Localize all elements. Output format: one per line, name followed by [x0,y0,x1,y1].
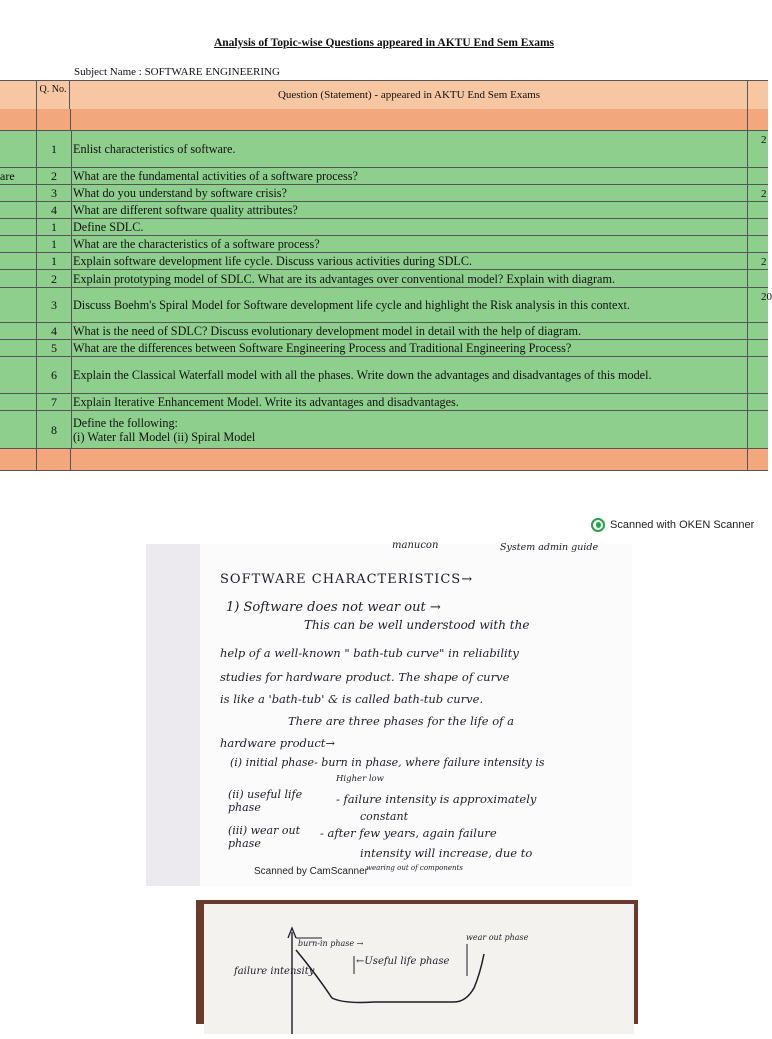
handwritten-notes-scan [146,540,632,886]
notes-page [200,540,632,886]
wear-out-label: wear out phase [466,933,529,942]
note-line: Higher low [336,774,384,784]
note-line: - after few years, again failure [320,826,497,840]
question-text: What are the differences between Software Engineering Process and Traditional Engineering Process? [73,341,572,355]
note-line: help of a well-known " bath-tub curve" in reliability [220,646,519,660]
question-number: 5 [36,340,72,356]
scanner-badge [591,518,754,532]
table-row [0,219,768,236]
table-row [0,323,768,340]
table-row [0,253,768,270]
bathtub-curve-photo [196,900,638,1024]
question-text: Enlist characteristics of software. [73,142,236,156]
question-text: What are the fundamental activities of a software process? [73,169,358,183]
year-cell: 20 [761,291,772,303]
scanner-badge-label: Scanned with OKEN Scanner [610,519,755,531]
question-text: Define the following: (i) Water fall Model (ii) Spiral Model [73,415,256,444]
table-row [0,340,768,357]
year-header [747,81,769,109]
document-title: Analysis of Topic-wise Questions appeared in AKTU End Sem Exams [213,37,555,49]
question-number: 3 [36,288,72,322]
note-line: - failure intensity is approximately [336,792,537,806]
note-line: intensity will increase, due to [360,846,533,860]
qno-header: Q. No. [36,81,70,109]
question-text: What are the characteristics of a software process? [73,237,320,251]
question-number: 4 [36,202,72,218]
question-text: Explain software development life cycle. Discuss various activities during SDLC. [73,254,473,268]
oken-scanner-logo-icon [591,518,605,532]
year-cell: 2 [761,256,767,268]
section-band-top [0,109,768,131]
table-header [0,80,768,110]
question-number: 4 [36,323,72,339]
note-line: manucon [392,540,439,551]
question-text: What do you understand by software crisis? [73,186,287,200]
table-row [0,357,768,394]
note-line: There are three phases for the life of a [288,714,514,728]
burn-in-label: burn-in phase → [298,939,364,948]
useful-life-label: ←Useful life phase [356,956,450,967]
table-row [0,394,768,411]
table-row [0,131,768,168]
question-number: 7 [36,394,72,410]
question-rows [0,131,772,449]
note-line: This can be well understood with the [304,618,530,632]
question-table [0,80,772,470]
bathtub-curve-diagram [204,904,634,1034]
note-line: (ii) useful life phase [228,788,303,814]
table-row [0,236,768,253]
question-number: 8 [36,411,72,448]
table-row [0,288,772,323]
question-text: Define SDLC. [73,220,144,234]
question-text: Explain Iterative Enhancement Model. Write its advantages and disadvantages. [73,395,459,409]
table-row [0,202,768,219]
table-row [0,168,768,185]
note-line: (iii) wear out phase [228,824,300,850]
question-text: Explain the Classical Waterfall model with all the phases. Write down the advantages and disadvantages of this model. [73,368,652,382]
question-number: 1 [36,219,72,235]
question-number: 6 [36,357,72,393]
y-axis-label: failure intensity [234,966,315,977]
question-number: 2 [36,168,72,184]
question-number: 3 [36,185,72,201]
table-row [0,411,768,449]
question-header: Question (Statement) - appeared in AKTU End Sem Exams [277,89,541,101]
section-band-bottom [0,449,768,471]
question-number: 1 [36,236,72,252]
table-row [0,185,768,202]
note-line: (i) initial phase- burn in phase, where failure intensity is [230,756,545,769]
question-number: 1 [36,131,72,167]
question-text: Explain prototyping model of SDLC. What are its advantages over conventional model? Explain with diagram. [73,271,615,286]
question-number: 1 [36,253,72,269]
note-line: constant [360,810,408,823]
question-text: What are different software quality attributes? [73,203,298,217]
subject-name: Subject Name : SOFTWARE ENGINEERING [74,66,280,78]
bathtub-curve-svg [204,904,634,1034]
question-text: Discuss Boehm's Spiral Model for Software development life cycle and highlight the Risk analysis in this context. [73,298,630,312]
table-row [0,270,768,288]
question-text: What is the need of SDLC? Discuss evolutionary development model in detail with the help of diagram. [73,324,582,338]
note-line: 1) Software does not wear out → [226,600,441,615]
note-heading: SOFTWARE CHARACTERISTICS→ [220,572,474,587]
note-line: is like a 'bath-tub' & is called bath-tub curve. [220,692,484,706]
note-line: System admin guide [500,542,599,553]
camscanner-label: Scanned by CamScanner [254,866,368,877]
note-line: wearing out of components [366,864,463,872]
year-cell: 2 [761,188,767,200]
question-number: 2 [36,270,72,287]
note-line: hardware product→ [220,736,336,750]
year-cell: 2 [761,134,767,146]
note-line: studies for hardware product. The shape of curve [220,670,510,684]
category-label: are [0,169,15,183]
